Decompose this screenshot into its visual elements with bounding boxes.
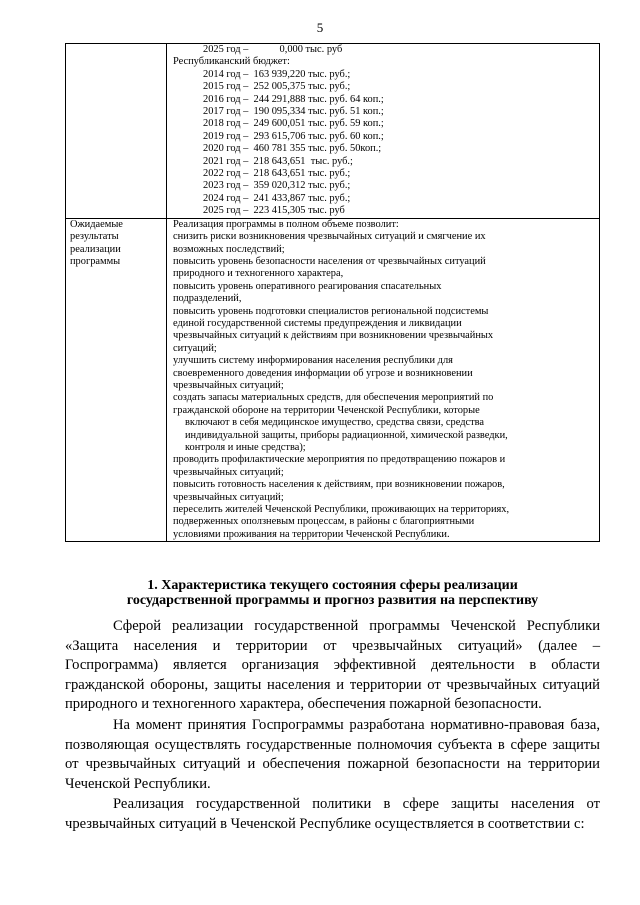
result-line: своевременного доведения информации об угрозе и возникновении	[173, 367, 473, 379]
result-line: повысить готовность населения к действиям, при возникновении пожаров,	[173, 479, 505, 491]
page-number: 5	[316, 20, 324, 35]
result-line: проводить профилактические мероприятия по предотвращению пожаров и	[173, 454, 506, 466]
budget-line: 2018 год – 249 600,051 тыс. руб. 59 коп.;	[203, 118, 384, 130]
result-line: Реализация программы в полном объеме позволит:	[173, 218, 399, 230]
budget-line: 2022 год – 218 643,651 тыс. руб.;	[203, 168, 351, 180]
result-line: индивидуальной защиты, приборы радиационной, химической разведки,	[185, 429, 508, 441]
result-line: подверженных оползневым процессам, в районы с благоприятными	[173, 516, 475, 528]
result-line: природного и техногенного характера,	[173, 268, 344, 280]
budget-line: 2021 год – 218 643,651 тыс. руб.;	[203, 155, 353, 167]
table-label-cell-empty	[66, 44, 167, 219]
result-line: снизить риски возникновения чрезвычайных ситуаций и смягчение их	[173, 231, 486, 243]
budget-line: Республиканский бюджет:	[173, 56, 290, 68]
result-line: повысить уровень подготовки специалистов региональной подсистемы	[173, 305, 489, 317]
result-line: улучшить систему информирования населения республики для	[173, 355, 453, 367]
budget-line: 2019 год – 293 615,706 тыс. руб. 60 коп.;	[203, 130, 384, 142]
section-heading-line: государственной программы и прогноз развития на перспективу	[126, 593, 539, 608]
budget-line: 2023 год – 359 020,312 тыс. руб.;	[203, 180, 351, 192]
section-heading-line: 1. Характеристика текущего состояния сферы реализации	[147, 578, 518, 593]
result-line: повысить уровень безопасности населения от чрезвычайных ситуаций	[173, 255, 486, 267]
result-line: включают в себя медицинское имущество, средства связи, средства	[185, 417, 485, 429]
expected-results-label-cell	[66, 218, 167, 542]
result-line: возможных последствий;	[173, 243, 285, 255]
result-line: гражданской обороне на территории Чеченской Республики, которые	[173, 404, 480, 416]
result-line: ситуаций;	[173, 342, 217, 354]
result-line: переселить жителей Чеченской Республики, проживающих на территориях,	[173, 504, 510, 516]
expected-results-cell	[167, 218, 600, 542]
budget-line: 2024 год – 241 433,867 тыс. руб.;	[203, 192, 351, 204]
result-line: условиями проживания на территории Чеченской Республики.	[173, 528, 450, 540]
body-paragraph: Сферой реализации государственной программы Чеченской Республики «Защита населения и территории от чрезвычайных ситуаций» (далее – Госпрограмма) является организация эффективной деятельности в области гражданской обороны, защиты населения и территории от чрезвычайных ситуаций природного и техногенного характера, обеспечения пожарной безопасности.	[65, 618, 600, 713]
budget-line: 2025 год – 223 415,305 тыс. руб	[203, 205, 345, 217]
result-line: подразделений,	[173, 293, 242, 305]
budget-line: 2015 год – 252 005,375 тыс. руб.;	[203, 81, 351, 93]
result-line: повысить уровень оперативного реагирования спасательных	[173, 280, 442, 292]
result-line: чрезвычайных ситуаций;	[173, 466, 284, 478]
result-line: чрезвычайных ситуаций к действиям при возникновении чрезвычайных	[173, 330, 494, 342]
expected-results-label-line: результаты	[70, 231, 119, 243]
expected-results-label-line: программы	[70, 255, 121, 267]
budget-line: 2020 год – 460 781 355 тыс. руб. 50коп.;	[203, 143, 382, 155]
budget-line: 2017 год – 190 095,334 тыс. руб. 51 коп.;	[203, 106, 384, 118]
table-row	[66, 218, 600, 542]
expected-results-label-line: Ожидаемые	[70, 218, 123, 230]
result-line: чрезвычайных ситуаций;	[173, 379, 284, 391]
section-heading	[65, 578, 600, 608]
result-line: чрезвычайных ситуаций;	[173, 491, 284, 503]
table-row	[66, 44, 600, 219]
budget-line: 2014 год – 163 939,220 тыс. руб.;	[203, 68, 351, 80]
result-line: контроля и иные средства);	[185, 442, 306, 453]
budget-funding-cell	[167, 44, 600, 219]
result-line: единой государственной системы предупреждения и ликвидации	[173, 317, 462, 329]
budget-line: 2016 год – 244 291,888 тыс. руб. 64 коп.;	[203, 93, 384, 105]
result-line: создать запасы материальных средств, для обеспечения мероприятий по	[173, 392, 494, 404]
expected-results-label-line: реализации	[70, 243, 121, 255]
budget-line: 2025 год – 0,000 тыс. руб	[203, 44, 343, 55]
program-passport-table	[65, 43, 600, 542]
body-paragraph: Реализация государственной политики в сфере защиты населения от чрезвычайных ситуаций в Чеченской Республике осуществляется в соответствии с:	[65, 796, 600, 832]
body-paragraph: На момент принятия Госпрограммы разработана нормативно-правовая база, позволяющая осуществлять государственные полномочия субъекта в сфере защиты от чрезвычайных ситуаций и обеспечения пожарной безопасности на территории Чеченской Республики.	[65, 717, 600, 792]
